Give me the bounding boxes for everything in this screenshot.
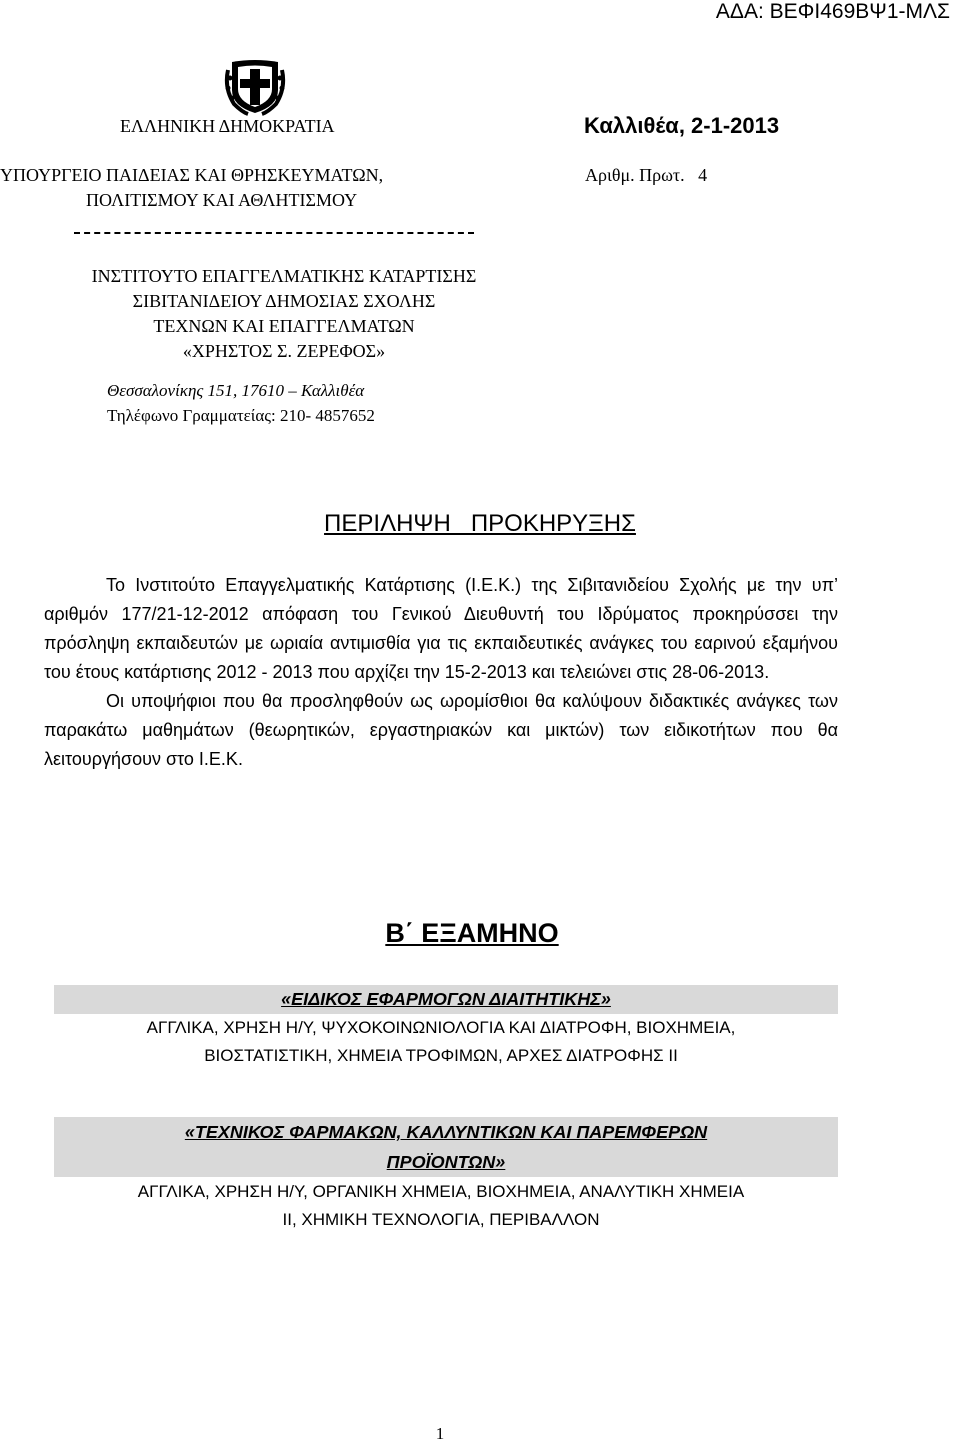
institute-block — [48, 264, 520, 364]
courses-line: ΒΙΟΣΤΑΤΙΣΤΙΚΗ, ΧΗΜΕΙΑ ΤΡΟΦΙΜΩΝ, ΑΡΧΕΣ ΔΙΑΤΡΟΦΗΣ ΙΙ — [204, 1046, 678, 1065]
paragraph-2: Οι υποψήφιοι που θα προσληφθούν ως ωρομίσθιοι θα καλύψουν διδακτικές ανάγκες των παρακάτω μαθημάτων (θεωρητικών, εργαστηριακών και μικτών) των ειδικοτήτων που θα λειτουργήσουν στο Ι.Ε.Κ. — [44, 691, 838, 769]
institute-line-4: «ΧΡΗΣΤΟΣ Σ. ΖΕΡΕΦΟΣ» — [182, 341, 386, 361]
specialty-courses-1 — [44, 1014, 838, 1070]
ministry-line-2: ΠΟΛΙΤΙΣΜΟΥ ΚΑΙ ΑΘΛΗΤΙΣΜΟΥ — [86, 190, 358, 210]
institute-line-3: ΤΕΧΝΩΝ ΚΑΙ ΕΠΑΓΓΕΛΜΑΤΩΝ — [153, 316, 415, 336]
specialty-heading-2 — [54, 1117, 838, 1177]
separator-line — [74, 232, 474, 234]
specialty-courses-2 — [44, 1178, 838, 1234]
greek-coat-of-arms-icon — [224, 56, 286, 116]
institute-line-1: ΙΝΣΤΙΤΟΥΤΟ ΕΠΑΓΓΕΛΜΑΤΙΚΗΣ ΚΑΤΑΡΤΙΣΗΣ — [91, 266, 477, 286]
address: Θεσσαλονίκης 151, 17610 – Καλλιθέα — [107, 381, 365, 400]
courses-line: ΑΓΓΛΙΚΑ, ΧΡΗΣΗ Η/Υ, ΟΡΓΑΝΙΚΗ ΧΗΜΕΙΑ, ΒΙΟΧΗΜΕΙΑ, ΑΝΑΛΥΤΙΚΗ ΧΗΜΕΙΑ — [137, 1182, 745, 1201]
page-number: 1 — [435, 1424, 445, 1443]
phone: Τηλέφωνο Γραμματείας: 210- 4857652 — [107, 406, 375, 425]
protocol-number: Αριθμ. Πρωτ. 4 — [585, 165, 708, 185]
semester-title: Β΄ ΕΞΑΜΗΝΟ — [385, 918, 559, 948]
announcement-body — [44, 571, 838, 774]
specialty-heading-line: «ΤΕΧΝΙΚΟΣ ΦΑΡΜΑΚΩΝ, ΚΑΛΛΥΝΤΙΚΩΝ ΚΑΙ ΠΑΡΕΜΦΕΡΩΝ — [184, 1122, 708, 1142]
courses-line: ΙΙ, ΧΗΜΙΚΗ ΤΕΧΝΟΛΟΓΙΑ, ΠΕΡΙΒΑΛΛΟΝ — [282, 1210, 600, 1229]
institute-line-2: ΣΙΒΙΤΑΝΙΔΕΙΟΥ ΔΗΜΟΣΙΑΣ ΣΧΟΛΗΣ — [132, 291, 436, 311]
specialty-heading-line: ΠΡΟΪΟΝΤΩΝ» — [386, 1152, 506, 1172]
paragraph-1: Το Ινστιτούτο Επαγγελματικής Κατάρτισης (Ι.Ε.Κ.) της Σιβιτανιδείου Σχολής με την υπ’ αριθμόν 177/21-12-2012 απόφαση του Γενικού Διευθυντή του Ιδρύματος προκηρύσσει την πρόσληψη εκπαιδευτών με ωριαία αντιμισθία για τις εκπαιδευτικές ανάγκες του εαρινού εξαμήνου του έτους κατάρτισης 2012 - 2013 που αρχίζει την 15-2-2013 και τελειώνει στις 28-06-2013. — [44, 575, 838, 682]
republic-label: ΕΛΛΗΝΙΚΗ ΔΗΜΟΚΡΑΤΙΑ — [120, 116, 335, 136]
courses-line: ΑΓΓΛΙΚΑ, ΧΡΗΣΗ Η/Υ, ΨΥΧΟΚΟΙΝΩΝΙΟΛΟΓΙΑ ΚΑΙ ΔΙΑΤΡΟΦΗ, ΒΙΟΧΗΜΕΙΑ, — [146, 1018, 736, 1037]
ada-code: ΑΔΑ: ΒΕΦΙ469ΒΨ1-ΜΛΣ — [715, 0, 950, 23]
specialty-heading-1: «ΕΙΔΙΚΟΣ ΕΦΑΡΜΟΓΩΝ ΔΙΑΙΤΗΤΙΚΗΣ» — [54, 985, 838, 1014]
ministry-line-1: ΥΠΟΥΡΓΕΙΟ ΠΑΙΔΕΙΑΣ ΚΑΙ ΘΡΗΣΚΕΥΜΑΤΩΝ, — [0, 165, 384, 185]
place-date: Καλλιθέα, 2-1-2013 — [584, 113, 780, 138]
summary-title: ΠΕΡΙΛΗΨΗ ΠΡΟΚΗΡΥΞΗΣ — [324, 510, 636, 537]
